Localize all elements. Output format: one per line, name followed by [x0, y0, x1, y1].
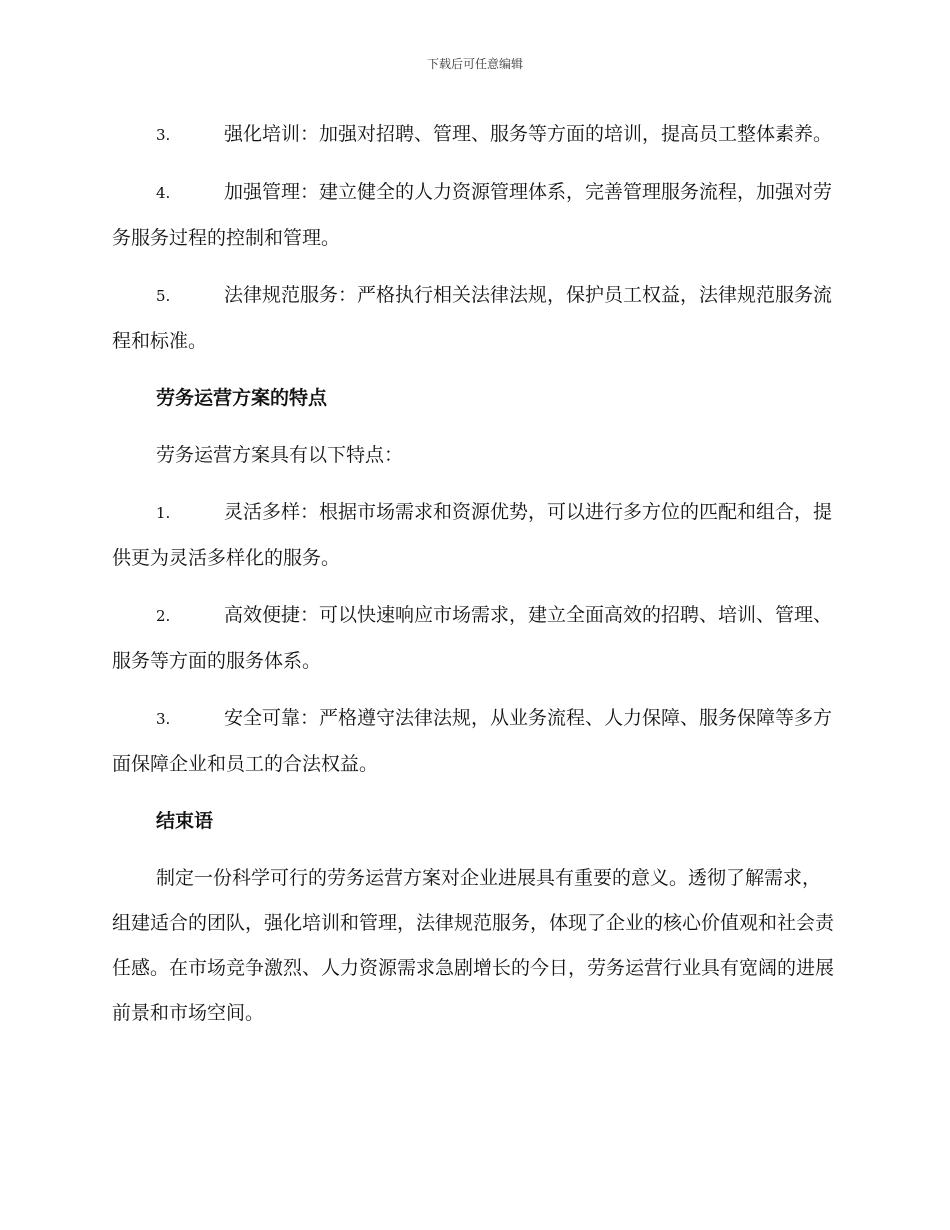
section-heading-features: 劳务运营方案的特点 [156, 387, 328, 409]
list-number: 3. [156, 126, 171, 144]
list-number: 3. [156, 710, 171, 728]
list-text: 安全可靠：严格遵守法律法规，从业务流程、人力保障、服务保障等多方面保障企业和员工的合法权益。 [112, 707, 833, 775]
list-number: 5. [156, 287, 171, 305]
list-item [112, 696, 834, 787]
list-item [112, 170, 834, 261]
list-item [112, 273, 834, 364]
list-text: 强化培训：加强对招聘、管理、服务等方面的培训，提高员工整体素养。 [224, 123, 833, 145]
list-number: 2. [156, 607, 171, 625]
list-number: 4. [156, 184, 171, 202]
page-header: 下载后可任意编辑 [426, 57, 523, 71]
list-item [112, 593, 834, 684]
list-number: 1. [156, 504, 171, 522]
list-item [112, 490, 834, 581]
list-text: 灵活多样：根据市场需求和资源优势，可以进行多方位的匹配和组合，提供更为灵活多样化的服务。 [112, 501, 833, 569]
list-item [112, 112, 834, 158]
list-text: 法律规范服务：严格执行相关法律法规，保护员工权益，法律规范服务流程和标准。 [112, 284, 833, 352]
conclusion-paragraph: 制定一份科学可行的劳务运营方案对企业进展具有重要的意义。透彻了解需求，组建适合的团队，强化培训和管理，法律规范服务，体现了企业的核心价值观和社会责任感。在市场竞争激烈、人力资源需求急剧增长的今日，劳务运营行业具有宽阔的进展前景和市场空间。 [112, 867, 835, 1024]
section-heading-conclusion: 结束语 [156, 810, 214, 832]
document-body [112, 112, 834, 1048]
list-text: 加强管理：建立健全的人力资源管理体系，完善管理服务流程，加强对劳务服务过程的控制和管理。 [112, 181, 833, 249]
list-text: 高效便捷：可以快速响应市场需求，建立全面高效的招聘、培训、管理、服务等方面的服务体系。 [112, 604, 833, 672]
features-intro: 劳务运营方案具有以下特点： [156, 444, 404, 466]
